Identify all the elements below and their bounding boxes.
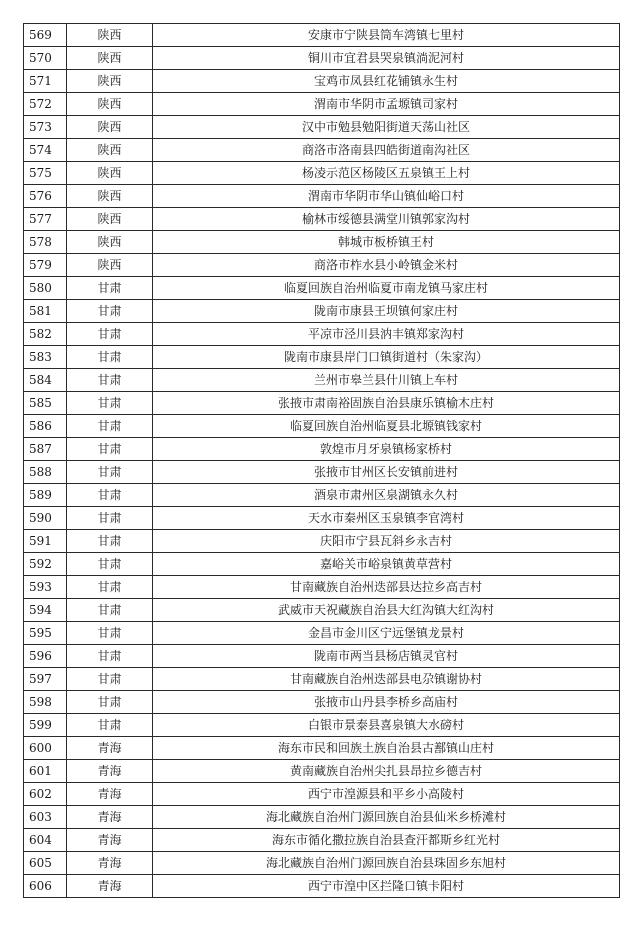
table-row [24, 714, 620, 737]
province-cell: 甘肃 [67, 346, 153, 369]
province-cell: 甘肃 [67, 599, 153, 622]
province-cell: 青海 [67, 737, 153, 760]
row-number: 603 [24, 806, 67, 829]
table-row [24, 760, 620, 783]
table-row [24, 392, 620, 415]
province-cell: 甘肃 [67, 668, 153, 691]
village-name-cell: 西宁市湟源县和平乡小高陵村 [153, 783, 620, 806]
row-number: 569 [24, 24, 67, 47]
village-name-cell: 临夏回族自治州临夏市南龙镇马家庄村 [153, 277, 620, 300]
province-cell: 青海 [67, 806, 153, 829]
village-name-cell: 白银市景泰县喜泉镇大水磅村 [153, 714, 620, 737]
row-number: 578 [24, 231, 67, 254]
table-row [24, 852, 620, 875]
village-table-body [24, 24, 620, 898]
province-cell: 陕西 [67, 93, 153, 116]
village-name-cell: 临夏回族自治州临夏县北塬镇钱家村 [153, 415, 620, 438]
table-row [24, 438, 620, 461]
table-row [24, 484, 620, 507]
row-number: 574 [24, 139, 67, 162]
table-row [24, 806, 620, 829]
village-name-cell: 陇南市康县岸门口镇街道村（朱家沟） [153, 346, 620, 369]
province-cell: 甘肃 [67, 392, 153, 415]
row-number: 579 [24, 254, 67, 277]
table-row [24, 737, 620, 760]
row-number: 575 [24, 162, 67, 185]
village-name-cell: 海东市民和回族土族自治县古鄯镇山庄村 [153, 737, 620, 760]
row-number: 597 [24, 668, 67, 691]
table-row [24, 323, 620, 346]
province-cell: 陕西 [67, 70, 153, 93]
table-row [24, 93, 620, 116]
table-row [24, 162, 620, 185]
village-table [23, 23, 620, 898]
province-cell: 甘肃 [67, 323, 153, 346]
village-name-cell: 渭南市华阴市孟塬镇司家村 [153, 93, 620, 116]
row-number: 591 [24, 530, 67, 553]
village-name-cell: 西宁市湟中区拦隆口镇卡阳村 [153, 875, 620, 898]
row-number: 572 [24, 93, 67, 116]
village-name-cell: 甘南藏族自治州迭部县电尕镇谢协村 [153, 668, 620, 691]
table-row [24, 599, 620, 622]
province-cell: 甘肃 [67, 622, 153, 645]
table-row [24, 47, 620, 70]
row-number: 583 [24, 346, 67, 369]
table-row [24, 576, 620, 599]
table-row [24, 116, 620, 139]
village-name-cell: 庆阳市宁县瓦斜乡永吉村 [153, 530, 620, 553]
row-number: 595 [24, 622, 67, 645]
province-cell: 甘肃 [67, 645, 153, 668]
table-row [24, 254, 620, 277]
table-row [24, 300, 620, 323]
row-number: 596 [24, 645, 67, 668]
village-name-cell: 铜川市宜君县哭泉镇淌泥河村 [153, 47, 620, 70]
row-number: 576 [24, 185, 67, 208]
row-number: 585 [24, 392, 67, 415]
row-number: 606 [24, 875, 67, 898]
row-number: 598 [24, 691, 67, 714]
row-number: 580 [24, 277, 67, 300]
village-name-cell: 商洛市柞水县小岭镇金米村 [153, 254, 620, 277]
table-row [24, 369, 620, 392]
province-cell: 陕西 [67, 254, 153, 277]
row-number: 589 [24, 484, 67, 507]
village-name-cell: 陇南市康县王坝镇何家庄村 [153, 300, 620, 323]
village-name-cell: 嘉峪关市峪泉镇黄草营村 [153, 553, 620, 576]
province-cell: 甘肃 [67, 714, 153, 737]
table-row [24, 185, 620, 208]
table-row [24, 875, 620, 898]
row-number: 604 [24, 829, 67, 852]
row-number: 599 [24, 714, 67, 737]
row-number: 601 [24, 760, 67, 783]
village-name-cell: 榆林市绥德县满堂川镇郭家沟村 [153, 208, 620, 231]
row-number: 581 [24, 300, 67, 323]
province-cell: 陕西 [67, 139, 153, 162]
row-number: 586 [24, 415, 67, 438]
village-name-cell: 天水市秦州区玉泉镇李官湾村 [153, 507, 620, 530]
province-cell: 青海 [67, 875, 153, 898]
village-name-cell: 敦煌市月牙泉镇杨家桥村 [153, 438, 620, 461]
village-name-cell: 海北藏族自治州门源回族自治县仙米乡桥滩村 [153, 806, 620, 829]
village-name-cell: 金昌市金川区宁远堡镇龙景村 [153, 622, 620, 645]
village-name-cell: 张掖市甘州区长安镇前进村 [153, 461, 620, 484]
province-cell: 甘肃 [67, 369, 153, 392]
table-row [24, 24, 620, 47]
row-number: 573 [24, 116, 67, 139]
row-number: 577 [24, 208, 67, 231]
province-cell: 陕西 [67, 24, 153, 47]
province-cell: 青海 [67, 760, 153, 783]
table-row [24, 208, 620, 231]
village-name-cell: 商洛市洛南县四皓街道南沟社区 [153, 139, 620, 162]
table-row [24, 691, 620, 714]
row-number: 571 [24, 70, 67, 93]
table-row [24, 645, 620, 668]
village-name-cell: 宝鸡市凤县红花铺镇永生村 [153, 70, 620, 93]
table-row [24, 139, 620, 162]
village-name-cell: 平凉市泾川县汭丰镇郑家沟村 [153, 323, 620, 346]
table-row [24, 346, 620, 369]
row-number: 600 [24, 737, 67, 760]
row-number: 594 [24, 599, 67, 622]
province-cell: 甘肃 [67, 553, 153, 576]
table-row [24, 461, 620, 484]
village-name-cell: 黄南藏族自治州尖扎县昂拉乡德吉村 [153, 760, 620, 783]
village-name-cell: 海北藏族自治州门源回族自治县珠固乡东旭村 [153, 852, 620, 875]
row-number: 602 [24, 783, 67, 806]
province-cell: 陕西 [67, 231, 153, 254]
village-name-cell: 杨凌示范区杨陵区五泉镇王上村 [153, 162, 620, 185]
province-cell: 甘肃 [67, 691, 153, 714]
province-cell: 甘肃 [67, 415, 153, 438]
village-name-cell: 渭南市华阴市华山镇仙峪口村 [153, 185, 620, 208]
table-row [24, 622, 620, 645]
row-number: 582 [24, 323, 67, 346]
table-row [24, 829, 620, 852]
table-row [24, 668, 620, 691]
province-cell: 甘肃 [67, 277, 153, 300]
village-list-page [23, 23, 618, 898]
province-cell: 甘肃 [67, 576, 153, 599]
province-cell: 甘肃 [67, 461, 153, 484]
row-number: 570 [24, 47, 67, 70]
row-number: 584 [24, 369, 67, 392]
row-number: 605 [24, 852, 67, 875]
village-name-cell: 武威市天祝藏族自治县大红沟镇大红沟村 [153, 599, 620, 622]
village-name-cell: 安康市宁陕县筒车湾镇七里村 [153, 24, 620, 47]
row-number: 593 [24, 576, 67, 599]
province-cell: 甘肃 [67, 300, 153, 323]
province-cell: 青海 [67, 852, 153, 875]
village-name-cell: 海东市循化撒拉族自治县查汗都斯乡红光村 [153, 829, 620, 852]
row-number: 587 [24, 438, 67, 461]
province-cell: 青海 [67, 829, 153, 852]
village-name-cell: 陇南市两当县杨店镇灵官村 [153, 645, 620, 668]
province-cell: 陕西 [67, 162, 153, 185]
village-name-cell: 甘南藏族自治州迭部县达拉乡高吉村 [153, 576, 620, 599]
table-row [24, 530, 620, 553]
village-name-cell: 张掖市肃南裕固族自治县康乐镇榆木庄村 [153, 392, 620, 415]
village-name-cell: 张掖市山丹县李桥乡高庙村 [153, 691, 620, 714]
village-name-cell: 韩城市板桥镇王村 [153, 231, 620, 254]
province-cell: 甘肃 [67, 438, 153, 461]
table-row [24, 415, 620, 438]
table-row [24, 783, 620, 806]
province-cell: 甘肃 [67, 484, 153, 507]
province-cell: 陕西 [67, 208, 153, 231]
row-number: 590 [24, 507, 67, 530]
province-cell: 甘肃 [67, 530, 153, 553]
village-name-cell: 兰州市皋兰县什川镇上车村 [153, 369, 620, 392]
village-name-cell: 酒泉市肃州区泉湖镇永久村 [153, 484, 620, 507]
village-name-cell: 汉中市勉县勉阳街道天荡山社区 [153, 116, 620, 139]
table-row [24, 507, 620, 530]
province-cell: 青海 [67, 783, 153, 806]
province-cell: 陕西 [67, 185, 153, 208]
row-number: 592 [24, 553, 67, 576]
table-row [24, 231, 620, 254]
province-cell: 陕西 [67, 116, 153, 139]
province-cell: 甘肃 [67, 507, 153, 530]
row-number: 588 [24, 461, 67, 484]
table-row [24, 277, 620, 300]
table-row [24, 553, 620, 576]
table-row [24, 70, 620, 93]
province-cell: 陕西 [67, 47, 153, 70]
